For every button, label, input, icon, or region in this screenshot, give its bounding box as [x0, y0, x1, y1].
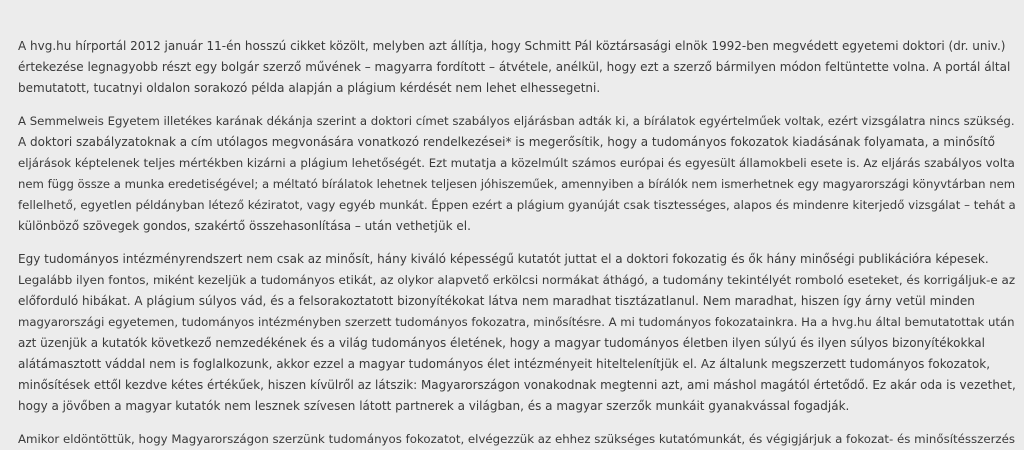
paragraph-line: alátámasztott váddal nem is foglalkozunk, akkor ezzel a magyar tudományos élet intézményeit hiteltelenítjük el. Az általunk megszerzett tudományos fokozatok, [18, 357, 991, 371]
paragraph-4 [18, 429, 1024, 450]
paragraph-line: magyarországi egyetemen, tudományos intézményben szerzett tudományos fokozatra, minősítésre. A mi tudományos fokozatainkra. Ha a hvg.hu által bemutatottak után [18, 315, 1015, 329]
paragraph-line: A doktori szabályzatoknak a cím utólagos megvonására vonatkozó rendelkezései* is megerősítik, hogy a tudományos fokozatok kiadásának folyamata, a minősítő [18, 135, 996, 149]
paragraph-line: bemutatott, tucatnyi oldalon sorakozó példa alapján a plágium kérdését nem lehet elhessegetni. [18, 81, 601, 95]
paragraph-line: Amikor eldöntöttük, hogy Magyarországon szerzünk tudományos fokozatot, elvégezzük az ehhez szükséges kutatómunkát, és végigjárjuk a fokozat- és minősítésszerzés [18, 432, 1015, 446]
paragraph-line: minősítések ettől kezdve kétes értékűek, hiszen kívülről az látszik: Magyarországon vonakodnak megtenni azt, ami máshol magától értetődő. Ez akár oda is vezethet, [18, 378, 1016, 392]
paragraph-line: Legalább ilyen fontos, miként kezeljük a tudományos etikát, az olykor alapvető erkölcsi normákat áthágó, a tudomány tekintélyét romboló eseteket, és korrigáljuk-e az [18, 273, 1016, 287]
paragraph-line: Egy tudományos intézményrendszert nem csak az minősít, hány kiváló képességű kutatót juttat el a doktori fokozatig és ők hány minőségi publikációra képesek. [18, 252, 989, 266]
paragraph-line: fellelhető, egyetlen példányban létező kéziratot, vagy egyéb munkát. Éppen ezért a plágium gyanúját csak tisztességes, alapos és mindenre kiterjedő vizsgálat – tehát a [18, 198, 1016, 212]
paragraph-line: eljárások képtelenek teljes mértékben kizárni a plágium lehetőségét. Ezt mutatja a közelmúlt számos európai és egyesült államokbeli esete is. Az eljárás szabályos volta [18, 156, 1015, 170]
paragraph-line: A hvg.hu hírportál 2012 január 11-én hosszú cikket közölt, melyben azt állítja, hogy Schmitt Pál köztársasági elnök 1992-ben megvédett egyetemi doktori (dr. univ.) [18, 39, 1006, 53]
paragraph-line: nem függ össze a munka eredetiségével; a méltató bírálatok lehetnek teljesen jóhiszeműek, amennyiben a bírálók nem ismerhetnek egy magyarországi könyvtárban nem [18, 177, 1016, 191]
paragraph-line: azt üzenjük a kutatók következő nemzedékének és a világ tudományos életének, hogy a magyar tudományos életben ilyen súlyú és ilyen súlyos bizonyítékokkal [18, 336, 985, 350]
paragraph-line: előforduló hibákat. A plágium súlyos vád, és a felsorakoztatott bizonyítékokat látva nem maradhat tisztázatlanul. Nem maradhat, hiszen így árny vetül minden [18, 294, 975, 308]
paragraph-line: A Semmelweis Egyetem illetékes karának dékánja szerint a doktori címet szabályos eljárásban adták ki, a bírálatok egyértelműek voltak, ezért vizsgálatra nincs szükség. [18, 114, 1015, 128]
paragraph-1 [18, 36, 1024, 99]
paragraph-line: értekezése legnagyobb részt egy bolgár szerző művének – magyarra fordított – átvétele, anélkül, hogy ezt a szerző bármilyen módon feltüntette volna. A portál által [18, 60, 1011, 74]
paragraph-line: hogy a jövőben a magyar kutatók nem lesznek szívesen látott partnerek a világban, és a magyar szerzők munkáit gyanakvással fogadják. [18, 399, 850, 413]
paragraph-3 [18, 249, 1024, 417]
paragraph-2 [18, 111, 1024, 237]
paragraph-line: különböző szövegek gondos, szakértő összehasonlítása – után vethetjük el. [18, 219, 471, 233]
